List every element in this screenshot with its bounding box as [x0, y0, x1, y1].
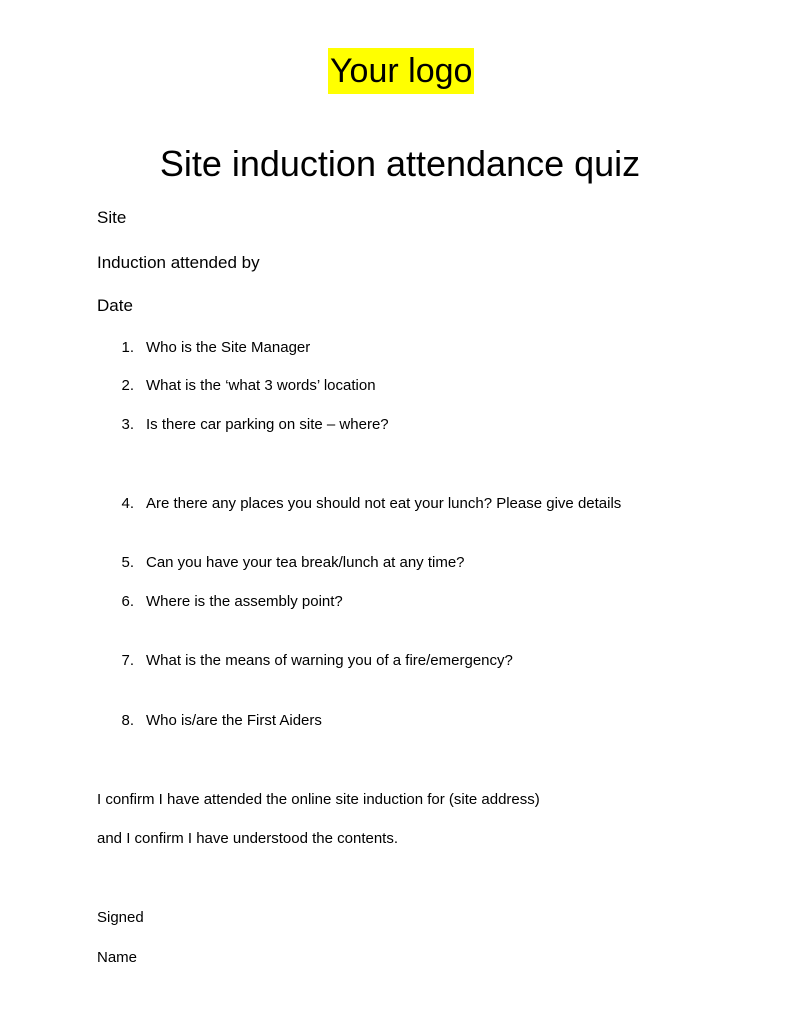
site-field-label: Site — [97, 208, 127, 227]
confirmation-line-2: and I confirm I have understood the contents. — [97, 830, 399, 847]
question-item — [0, 650, 800, 672]
document-title: Site induction attendance quiz — [159, 143, 641, 184]
confirmation-line-1: I confirm I have attended the online site induction for (site address) — [97, 791, 540, 808]
signed-label: Signed — [97, 909, 144, 926]
question-text: Can you have your tea break/lunch at any time? — [146, 554, 465, 571]
question-text: Are there any places you should not eat your lunch? Please give details — [146, 495, 622, 512]
question-number: 5. — [121, 554, 134, 571]
question-text: What is the ‘what 3 words’ location — [146, 377, 376, 394]
question-number: 3. — [121, 416, 134, 433]
question-item — [0, 414, 800, 436]
question-text: Who is/are the First Aiders — [146, 712, 322, 729]
question-number: 4. — [121, 495, 134, 512]
question-text: Where is the assembly point? — [146, 593, 343, 610]
question-item — [0, 591, 800, 613]
question-item — [0, 493, 800, 515]
question-number: 2. — [121, 377, 134, 394]
name-label: Name — [97, 949, 138, 966]
question-text: Who is the Site Manager — [146, 339, 311, 356]
attended-by-field-label: Induction attended by — [97, 253, 260, 272]
logo-placeholder: Your logo — [328, 48, 474, 94]
question-number: 8. — [121, 712, 134, 729]
question-number: 7. — [121, 652, 134, 669]
question-number: 1. — [121, 339, 134, 356]
question-item — [0, 337, 800, 359]
question-item — [0, 375, 800, 397]
question-item — [0, 710, 800, 732]
question-text: What is the means of warning you of a fire/emergency? — [146, 652, 513, 669]
question-item — [0, 552, 800, 574]
question-text: Is there car parking on site – where? — [146, 416, 389, 433]
date-field-label: Date — [97, 296, 133, 315]
question-number: 6. — [121, 593, 134, 610]
